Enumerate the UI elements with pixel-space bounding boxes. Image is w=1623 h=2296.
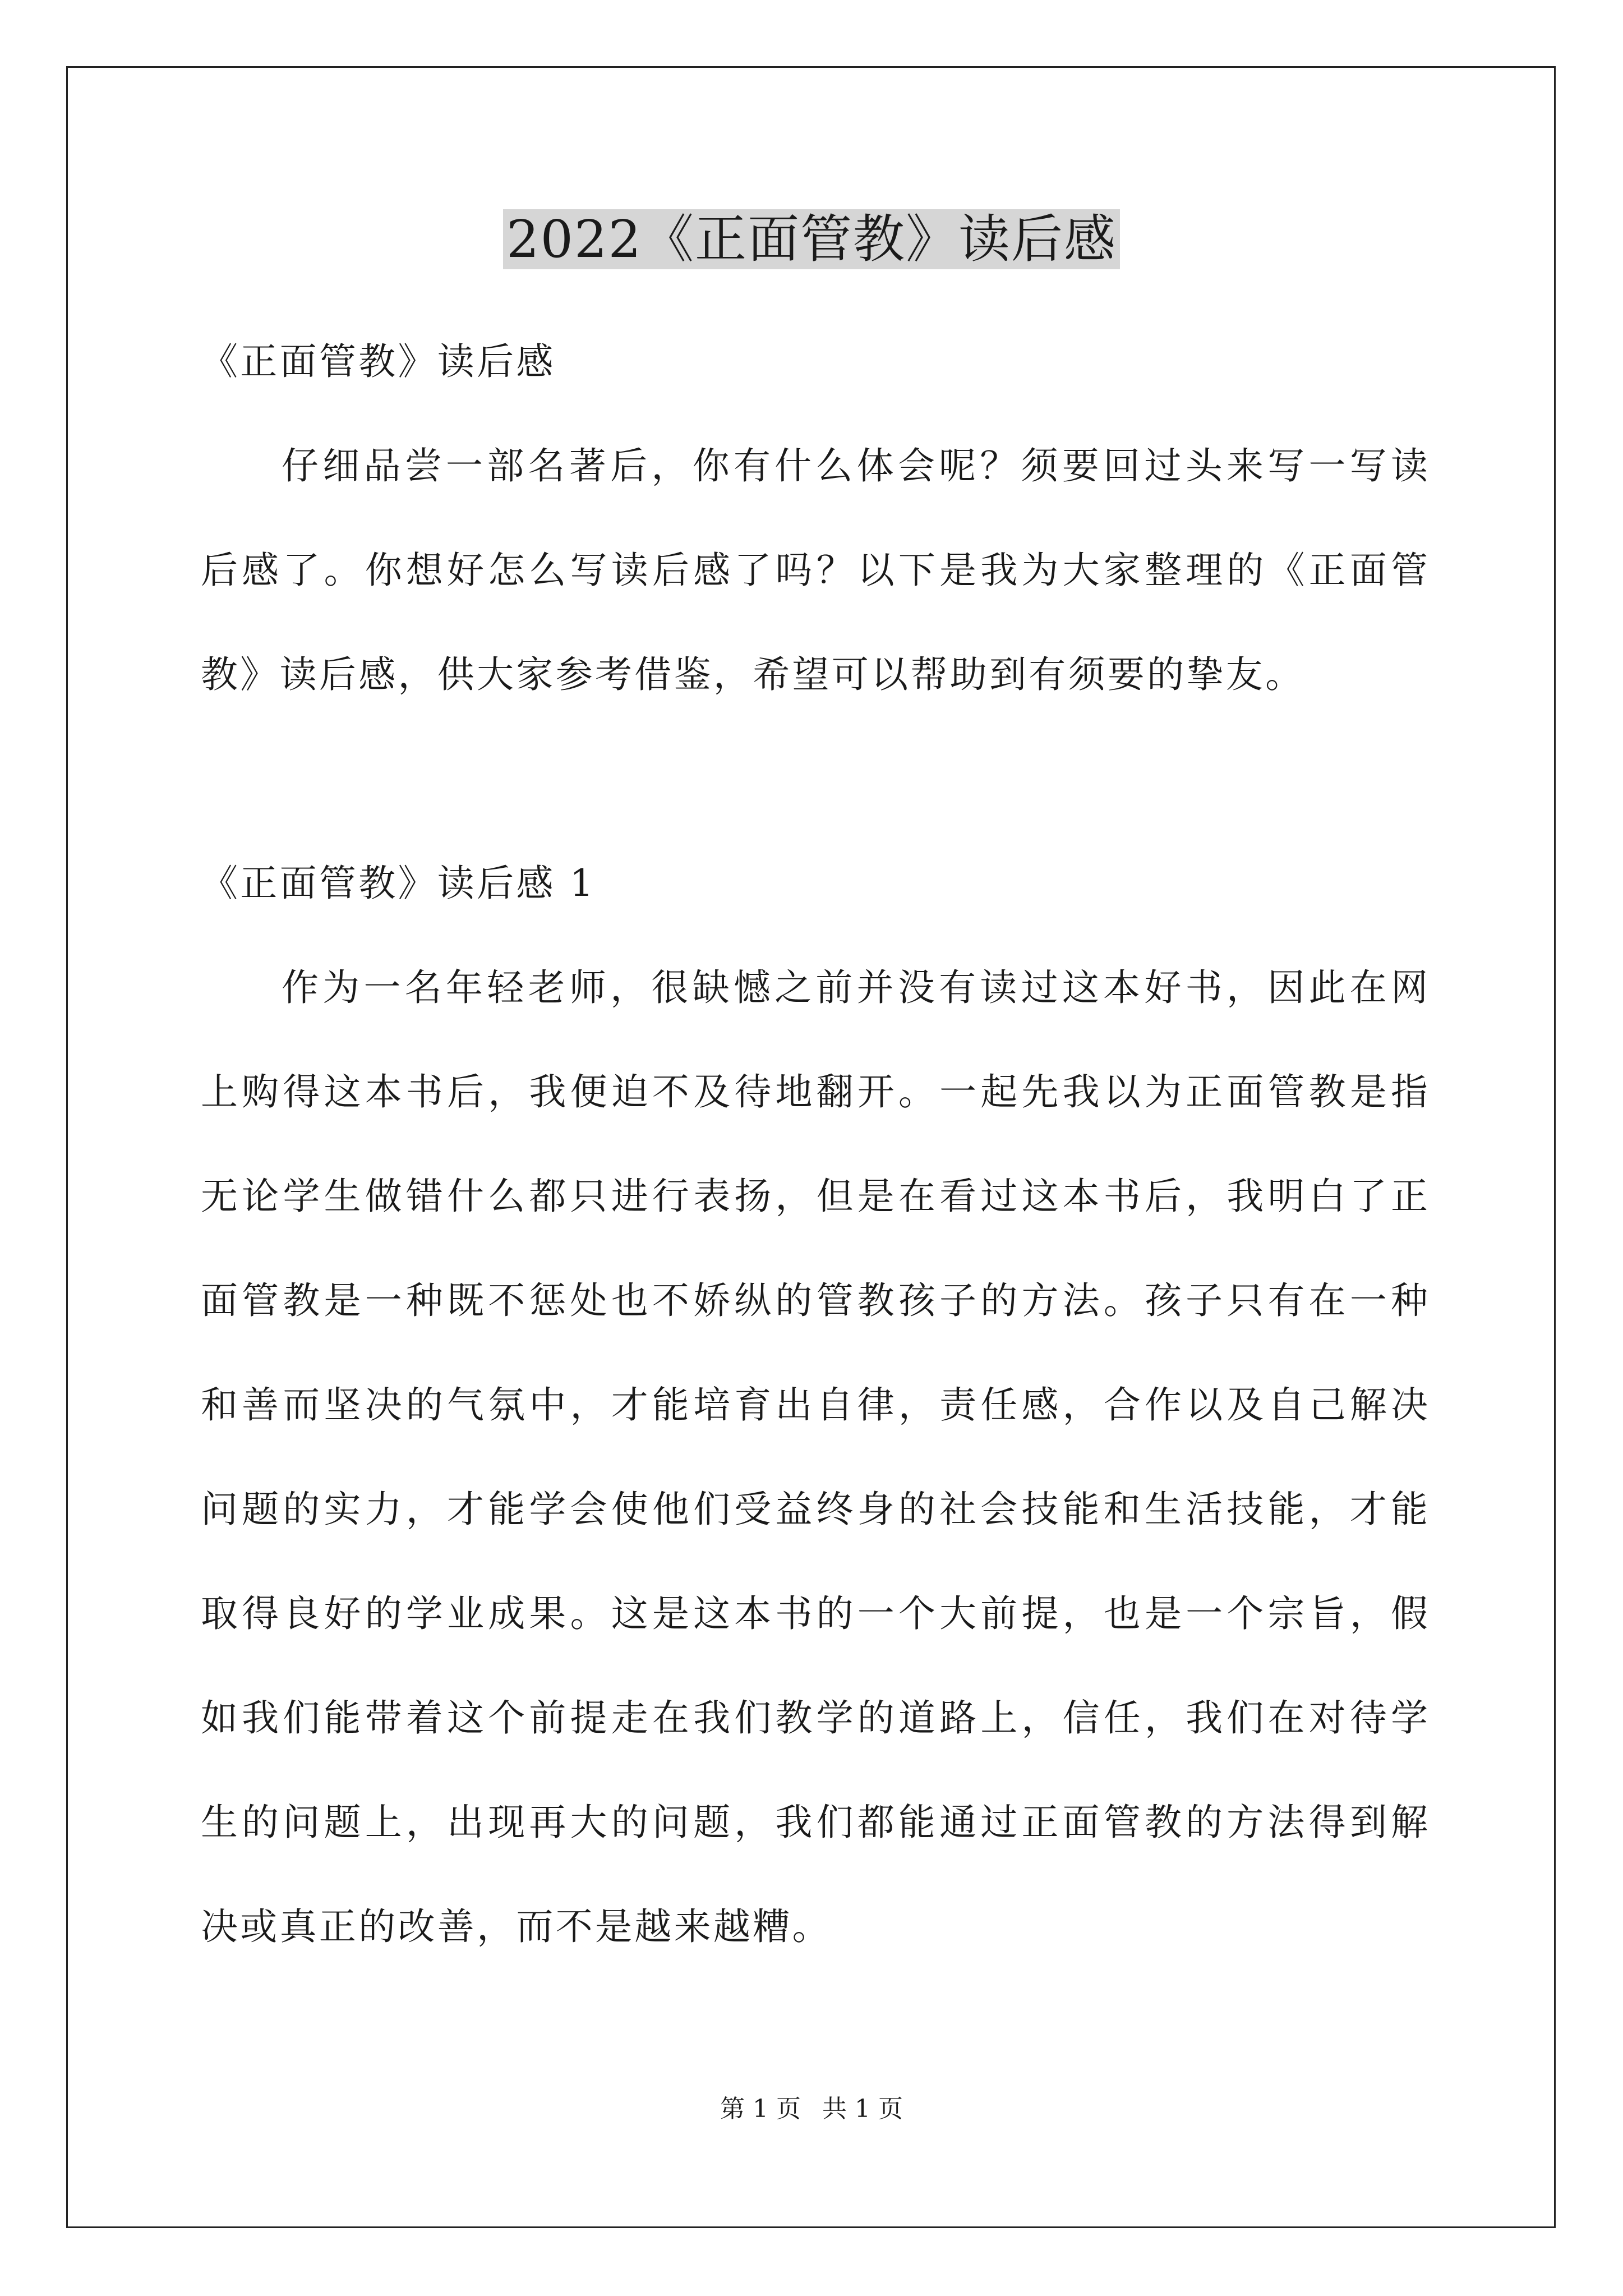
document-body bbox=[201, 310, 1428, 1979]
document-title bbox=[0, 203, 1623, 276]
body-line: 取得良好的学业成果。这是这本书的一个大前提，也是一个宗旨，假 bbox=[201, 1592, 1428, 1635]
body-line: 和善而坚决的气氛中，才能培育出自律，责任感，合作以及自己解决 bbox=[201, 1383, 1428, 1427]
body-line: 面管教是一种既不惩处也不娇纵的管教孩子的方法。孩子只有在一种 bbox=[201, 1279, 1428, 1322]
intro-line: 后感了。你想好怎么写读后感了吗？以下是我为大家整理的《正面管 bbox=[201, 549, 1428, 592]
body-line: 决或真正的改善，而不是越来越糟。 bbox=[201, 1905, 832, 1948]
body-line: 如我们能带着这个前提走在我们教学的道路上，信任，我们在对待学 bbox=[201, 1696, 1428, 1740]
document-subtitle: 《正面管教》读后感 bbox=[201, 340, 556, 383]
page-footer bbox=[0, 2092, 1623, 2126]
body-line: 问题的实力，才能学会使他们受益终身的社会技能和生活技能，才能 bbox=[201, 1488, 1428, 1531]
body-line: 无论学生做错什么都只进行表扬，但是在看过这本书后，我明白了正 bbox=[201, 1175, 1428, 1218]
body-line: 上购得这本书后，我便迫不及待地翻开。一起先我以为正面管教是指 bbox=[201, 1070, 1428, 1114]
body-line: 作为一名年轻老师，很缺憾之前并没有读过这本好书，因此在网 bbox=[282, 966, 1428, 1009]
section-heading: 《正面管教》读后感 1 bbox=[201, 862, 596, 905]
intro-line: 教》读后感，供大家参考借鉴，希望可以帮助到有须要的挚友。 bbox=[201, 653, 1305, 696]
page-total: 共 1 页 bbox=[822, 2095, 903, 2123]
page-number: 第 1 页 bbox=[720, 2095, 801, 2123]
document-title-text: 2022《正面管教》读后感 bbox=[503, 209, 1120, 269]
body-line: 生的问题上，出现再大的问题，我们都能通过正面管教的方法得到解 bbox=[201, 1801, 1428, 1844]
paragraph-spacer bbox=[201, 727, 1428, 831]
intro-line: 仔细品尝一部名著后，你有什么体会呢？须要回过头来写一写读 bbox=[282, 444, 1428, 487]
